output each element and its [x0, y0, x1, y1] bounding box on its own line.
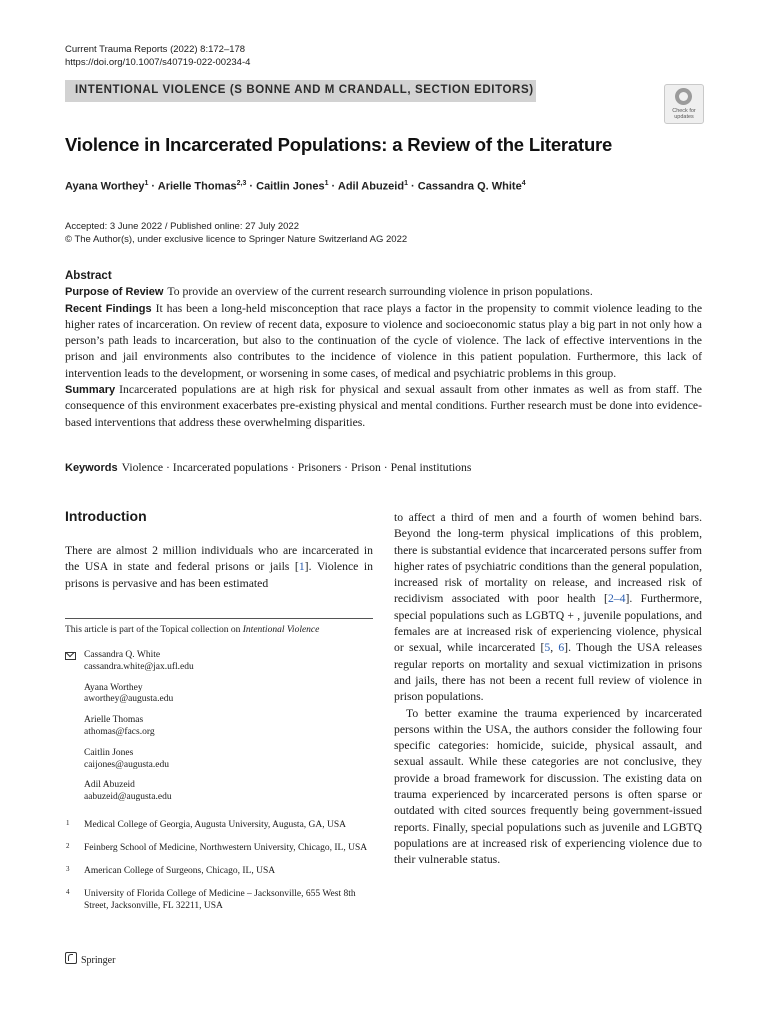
contact-name: Adil Abuzeid	[84, 780, 135, 791]
footnote-divider	[65, 618, 373, 619]
contact-email[interactable]: aabuzeid@augusta.edu	[84, 792, 172, 803]
topical-collection-name: Intentional Violence	[242, 625, 320, 635]
affiliation-number: 1	[66, 819, 70, 827]
keywords-line	[65, 461, 471, 474]
contact-name: Arielle Thomas	[84, 715, 144, 726]
affiliation-number: 2	[66, 842, 70, 850]
journal-header	[65, 43, 250, 69]
contact-entry	[65, 748, 373, 772]
citation-dash: –	[613, 592, 620, 606]
citation-link[interactable]: 5	[544, 641, 551, 655]
abstract-findings	[65, 301, 702, 382]
affiliation-entry	[65, 865, 373, 877]
author-name[interactable]: Adil Abuzeid	[337, 180, 405, 193]
contact-email[interactable]: caijones@augusta.edu	[84, 759, 169, 770]
publication-dates: Accepted: 3 June 2022 / Published online: 27 July 2022 © The Author(s), under exclusive licence to Springer Nature Switzerland AG 2022	[65, 221, 408, 245]
intro-text: ]. Violence in prisons is pervasive and has been estimated	[65, 560, 373, 590]
section-title: INTENTIONAL VIOLENCE (S BONNE AND M CRANDALL, SECTION EDITORS)	[75, 84, 534, 96]
contact-email[interactable]: athomas@facs.org	[84, 726, 155, 737]
intro-paragraph	[394, 510, 702, 706]
published-date: Published online: 27 July 2022	[170, 221, 299, 232]
doi-link[interactable]: https://doi.org/10.1007/s40719-022-00234-4	[65, 57, 251, 68]
section-banner	[65, 80, 536, 102]
citation-link[interactable]: 2	[607, 592, 614, 606]
author-affil-sup: 1	[144, 180, 149, 187]
purpose-label: Purpose of Review	[65, 286, 164, 299]
citation-link[interactable]: 4	[619, 592, 626, 606]
contact-email[interactable]: aworthey@augusta.edu	[84, 694, 174, 705]
findings-label: Recent Findings	[65, 302, 152, 315]
author-list: Ayana Worthey$^1$ · Arielle Thomas$^{2,3}$ · Caitlin Jones$^1$ · Adil Abuzeid$^1$ · Cassandra Q. White$^4$	[65, 180, 526, 193]
introduction-column-2	[394, 510, 702, 869]
article-title: Violence in Incarcerated Populations: a Review of the Literature	[65, 134, 613, 155]
copyright-line: © The Author(s), under exclusive licence to Springer Nature Switzerland AG 2022	[65, 234, 408, 245]
check-updates-icon	[675, 88, 692, 105]
affiliation-entry	[65, 819, 373, 831]
summary-label: Summary	[65, 384, 116, 397]
abstract-section	[65, 268, 702, 431]
intro-paragraph	[65, 543, 373, 592]
contact-entry	[65, 780, 373, 804]
abstract-summary	[65, 382, 702, 431]
introduction-heading: Introduction	[65, 508, 147, 524]
citation-link[interactable]: 1	[298, 560, 305, 574]
affiliation-number: 4	[66, 888, 70, 896]
affiliations	[65, 819, 373, 923]
keywords-label: Keywords	[65, 462, 118, 474]
intro-paragraph: To better examine the trauma experienced by incarcerated persons within the USA, the authors consider the following four specific categories: homicide, suicide, physical assault, and sexual assault. While these categories are not conclusive, they provide a broad framework for discussion. The existing data on trauma experienced by incarcerated persons is often sparse or outdated with cited sources frequently being government-issued reports. Finally, special populations such as juvenile and LGBTQ populations are at increased risk of experiencing violence due to their vulnerable status.	[394, 706, 702, 867]
citation-link[interactable]: 6	[558, 641, 565, 655]
author-name[interactable]: Arielle Thomas	[157, 180, 237, 193]
contact-entry	[65, 683, 373, 707]
envelope-icon	[65, 652, 76, 660]
affiliation-text: University of Florida College of Medicine – Jacksonville, 655 West 8th Street, Jacksonville, FL 32211, USA	[84, 889, 356, 911]
intro-text: There are almost 2 million individuals who are incarcerated in the USA in state and federal prisons or jails [	[65, 544, 373, 574]
abstract-purpose	[65, 284, 702, 300]
springer-logo-icon	[65, 952, 77, 964]
author-affil-sup: 1	[404, 180, 408, 187]
contact-email[interactable]: cassandra.white@jax.ufl.edu	[84, 661, 194, 672]
contact-entry	[65, 650, 373, 674]
accepted-date: Accepted: 3 June 2022	[65, 221, 163, 232]
publisher-footer	[65, 952, 115, 966]
author-affil-sup: 4	[521, 180, 526, 187]
contact-entry	[65, 715, 373, 739]
affiliation-text: Feinberg School of Medicine, Northwestern University, Chicago, IL, USA	[84, 843, 368, 853]
intro-text: to affect a third of men and a fourth of women behind bars. Beyond the long-term physical implications of this problem, there is substantial evidence that incarcerated persons suffer from higher rates of psychiatric conditions than the general population, increased risk of mortality on release, and increased risk of recidivism associated with poor health [	[394, 511, 702, 606]
introduction-column-1	[65, 543, 373, 592]
findings-text: It has been a long-held misconception that race plays a factor in the propensity to commit violence leading to the higher rates of incarceration. On review of recent data, exposure to violence and socioeconomic status play a big part in not only how a person’s path leads to incarceration, but also to the continuation of the cycle of violence. The lack of effective interventions in the prison and jail environments also contributes to the incidence of violence in this patient population. Furthermore, this lack of intervention leads to the development, or worsening in some cases, of medical and psychiatric problems in this group.	[65, 301, 703, 380]
author-affil-sup: 1	[324, 180, 329, 187]
publisher-name: Springer	[81, 955, 116, 966]
abstract-heading: Abstract	[65, 270, 112, 282]
topical-collection-note	[65, 625, 319, 635]
topical-prefix: This article is part of the Topical collection on	[65, 625, 241, 635]
contact-name: Caitlin Jones	[84, 747, 134, 758]
author-affil-sup: 2,3	[236, 180, 247, 187]
affiliation-entry	[65, 842, 373, 854]
contact-name: Ayana Worthey	[84, 682, 143, 693]
intro-text: ]. Furthermore, special populations such as LGBTQ + , juvenile populations, and females are at increased risk of experiencing violence, physical or sexual, while incarcerated [	[394, 592, 703, 655]
author-name[interactable]: Ayana Worthey	[65, 180, 145, 193]
citation-separator: ,	[550, 641, 559, 655]
intro-text: ]. Though the USA releases regular reports on mortality and sexual victimization in prisons and jails, there has not been a recent full review of violence in prison populations.	[394, 641, 702, 704]
affiliation-text: Medical College of Georgia, Augusta University, Augusta, GA, USA	[84, 820, 347, 830]
badge-line-1: Check for	[672, 108, 696, 114]
affiliation-text: American College of Surgeons, Chicago, IL, USA	[84, 866, 276, 876]
affiliation-number: 3	[66, 865, 70, 873]
author-name[interactable]: Caitlin Jones	[256, 180, 325, 193]
author-name[interactable]: Cassandra Q. White	[417, 180, 522, 193]
journal-citation: Current Trauma Reports (2022) 8:172–178	[65, 44, 246, 55]
badge-line-2: updates	[674, 114, 694, 120]
check-for-updates-badge[interactable]	[664, 84, 704, 124]
keywords-text: Violence · Incarcerated populations · Prisoners · Prison · Penal institutions	[121, 461, 472, 474]
affiliation-entry	[65, 888, 373, 912]
purpose-text: To provide an overview of the current research surrounding violence in prison populations.	[167, 285, 593, 299]
contact-name: Cassandra Q. White	[84, 650, 161, 660]
author-contacts	[65, 650, 373, 813]
summary-text: Incarcerated populations are at high risk for physical and sexual assault from other inmates as well as from staff. The consequence of this environment exacerbates pre-existing physical and mental conditions. Further research must be done into evidence-based interventions that address these overwhelming disparities.	[65, 383, 702, 429]
